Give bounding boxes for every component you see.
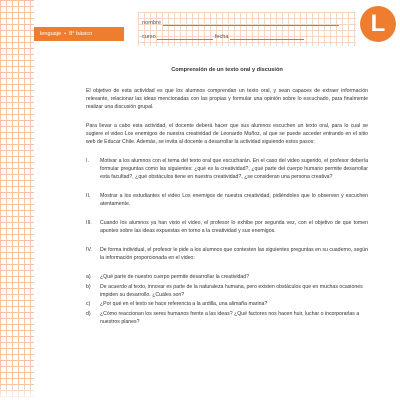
step-text: De forma individual, el profesor le pide a los alumnos que contesten las siguientes preguntas en su cuaderno, según la información proporcionada en el video:	[100, 247, 368, 261]
page-bottom-fade	[0, 384, 400, 400]
intro-paragraph: El objetivo de esta actividad es que los alumnos comprendan un texto oral, y sean capaces de extraer información relevante, relacionar las ideas mencionadas con las propias y formular una opinión sobre lo escuchado, para finalmente realizar una discusión grupal.	[86, 88, 368, 110]
subject-badge-icon: L	[360, 6, 396, 42]
date-label: fecha	[214, 34, 229, 40]
page-header	[34, 0, 400, 50]
setup-paragraph: Para llevar a cabo esta actividad, el docente deberá hacer que sus alumnos escuchen un texto oral, para lo cual se sugiere el video Los enemigos de nuestra creatividad de Leonardo Muñoz, al que se puede acceder entrando en el sitio web de Educar Chile. Además, se invita al docente a desarrollar la actividad siguiendo estos pasos:	[86, 123, 368, 145]
question-letter: d)	[86, 310, 91, 317]
question-text: ¿Qué parte de nuestro cuerpo permite desarrollar la creatividad?	[100, 274, 250, 280]
course-line[interactable]	[157, 33, 213, 40]
name-label: nombre	[142, 20, 161, 26]
list-item	[86, 273, 368, 281]
step-number: IV.	[86, 247, 92, 253]
banner-separator: •	[64, 31, 67, 37]
question-letter: c)	[86, 301, 91, 308]
grid-margin-decoration	[0, 0, 34, 400]
list-item	[86, 192, 368, 208]
grade-label: 8° básico	[69, 31, 93, 37]
document-title: Comprensión de un texto oral y discusión	[171, 67, 283, 73]
subject-banner	[34, 27, 124, 41]
step-number: II.	[86, 193, 91, 199]
step-number: I.	[86, 158, 89, 164]
document-body	[86, 66, 368, 327]
step-text: Motivar a los alumnos con el tema del texto oral que escucharán. En el caso del video sugerido, el profesor debería formular preguntas como las siguientes: ¿qué es la creatividad?, ¿qué parte del cuerpo humano permite desarrollar esta facultad?, ¿qué obstáculos tiene en nuestra creatividad?, ¿se consideran una persona creativa?	[100, 158, 368, 180]
question-letter: a)	[86, 274, 91, 280]
list-item	[86, 157, 368, 181]
question-text: ¿Cómo reaccionan los seres humanos frente a las ideas? ¿Qué factores nos hacen huir, luchar o incorporarlas a nuestros planes?	[100, 310, 360, 325]
course-label: curso	[142, 34, 156, 40]
name-line[interactable]	[163, 19, 339, 26]
name-field	[142, 19, 339, 26]
step-text: Cuando los alumnos ya han visto el video, el profesor lo exhibe por segunda vez, con el objetivo de que tomen apuntes sobre las ideas expuestas en torno a la creatividad y sus enemigos.	[100, 220, 368, 234]
step-text: Mostrar a los estudiantes el video Los enemigos de nuestra creatividad, pidiéndoles que lo observen y escuchen atentamente.	[100, 193, 368, 207]
date-line[interactable]	[230, 33, 304, 40]
list-item	[86, 283, 368, 299]
list-item	[86, 246, 368, 262]
list-item	[86, 310, 368, 326]
list-item	[86, 219, 368, 235]
list-item	[86, 300, 368, 308]
question-text: ¿Por qué en el texto se hace referencia a la ardilla, una alimaña marina?	[100, 301, 268, 308]
course-date-field	[142, 33, 304, 40]
steps-list	[86, 157, 368, 262]
question-letter: b)	[86, 283, 91, 290]
question-text: De acuerdo al texto, innovar es parte de la naturaleza humana, pero existen obstáculos que en muchas ocasiones impiden su desarrollo. ¿Cuáles son?	[100, 283, 363, 298]
subject-label: lenguaje	[40, 31, 62, 37]
questions-list	[86, 273, 368, 326]
step-number: III.	[86, 220, 92, 226]
student-info-box	[138, 12, 356, 46]
